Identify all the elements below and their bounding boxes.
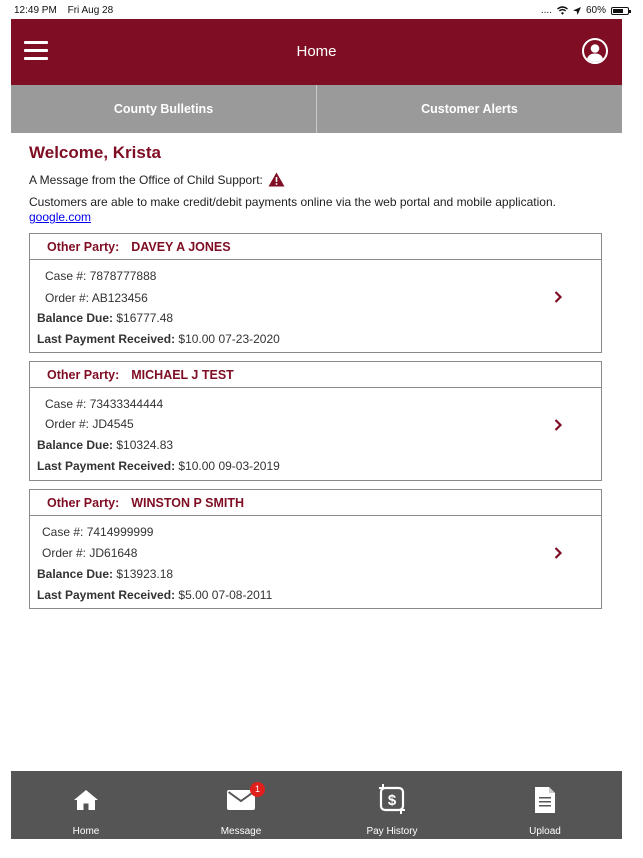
office-message-body (29, 195, 609, 225)
last-payment-row (37, 332, 280, 346)
case-label: Case #: (45, 269, 87, 283)
balance-label: Balance Due: (37, 311, 114, 325)
office-message (29, 172, 285, 187)
order-label: Order #: (42, 546, 87, 560)
profile-button[interactable] (582, 38, 608, 64)
last-payment-label: Last Payment Received: (37, 332, 176, 346)
wifi-icon (557, 6, 568, 15)
nav-item-home[interactable] (46, 771, 126, 839)
chevron-right-icon[interactable] (551, 418, 565, 432)
case-card[interactable] (29, 361, 602, 481)
message-link[interactable]: google.com (29, 210, 92, 224)
dollar-cycle-icon (375, 782, 409, 816)
order-number: JD4545 (92, 417, 134, 431)
user-avatar-icon (584, 40, 606, 62)
signal-dots: .... (540, 5, 552, 16)
app-header (11, 19, 622, 85)
case-number-row (42, 525, 153, 539)
case-number: 7414999999 (86, 525, 154, 539)
last-payment-row (37, 588, 272, 602)
other-party-label: Other Party: (47, 367, 120, 382)
case-card-header (30, 490, 601, 516)
last-payment-value: $10.00 07-23-2020 (178, 332, 280, 346)
case-number: 73433344444 (89, 397, 164, 411)
case-card-header (30, 234, 601, 260)
status-date: Fri Aug 28 (67, 5, 114, 16)
order-number-row (42, 546, 137, 560)
status-bar (0, 0, 643, 19)
welcome-heading: Welcome, Krista (29, 143, 161, 162)
other-party-label: Other Party: (47, 495, 120, 510)
balance-value: $10324.83 (116, 438, 174, 452)
other-party-name: MICHAEL J TEST (131, 367, 234, 382)
balance-label: Balance Due: (37, 567, 114, 581)
other-party-label: Other Party: (47, 239, 120, 254)
tab-county-bulletins[interactable]: County Bulletins (113, 102, 214, 116)
case-number-row (45, 397, 163, 411)
balance-value: $13923.18 (116, 567, 174, 581)
bottom-nav (11, 771, 622, 839)
case-number: 7878777888 (89, 269, 157, 283)
nav-item-upload[interactable] (505, 771, 585, 839)
case-card-header (30, 362, 601, 388)
case-number-row (45, 269, 156, 283)
case-card[interactable] (29, 233, 602, 353)
page-title: Home (296, 43, 337, 60)
balance-due-row (37, 438, 173, 452)
balance-label: Balance Due: (37, 438, 114, 452)
last-payment-row (37, 459, 280, 473)
message-badge: 1 (250, 782, 265, 797)
battery-percent: 60% (585, 5, 606, 16)
order-number-row (45, 291, 148, 305)
case-card[interactable] (29, 489, 602, 609)
home-icon (73, 789, 99, 811)
last-payment-label: Last Payment Received: (37, 588, 176, 602)
other-party-name: DAVEY A JONES (131, 239, 231, 254)
other-party-name: WINSTON P SMITH (131, 495, 244, 510)
balance-due-row (37, 567, 173, 581)
case-label: Case #: (45, 397, 87, 411)
warning-icon (268, 172, 285, 187)
balance-value: $16777.48 (116, 311, 174, 325)
tab-bar (11, 85, 622, 133)
location-arrow-icon (573, 7, 581, 15)
nav-label-upload: Upload (529, 826, 561, 837)
case-label: Case #: (42, 525, 84, 539)
last-payment-label: Last Payment Received: (37, 459, 176, 473)
last-payment-value: $5.00 07-08-2011 (178, 588, 273, 602)
svg-text:$: $ (387, 792, 397, 809)
tab-customer-alerts[interactable]: Customer Alerts (316, 85, 622, 133)
order-label: Order #: (45, 291, 90, 305)
order-number: JD61648 (89, 546, 138, 560)
nav-item-message[interactable] (201, 771, 281, 839)
office-message-label: A Message from the Office of Child Support: (29, 172, 263, 187)
order-number: AB123456 (91, 291, 148, 305)
message-text: Customers are able to make credit/debit payments online via the web portal and mobile application. (29, 195, 556, 209)
document-icon (535, 787, 555, 813)
nav-label-home: Home (72, 826, 100, 837)
nav-item-pay-history[interactable] (352, 771, 432, 839)
chevron-right-icon[interactable] (551, 290, 565, 304)
battery-icon (611, 7, 629, 15)
balance-due-row (37, 311, 173, 325)
nav-label-message: Message (220, 826, 262, 837)
nav-label-pay-history: Pay History (366, 826, 418, 837)
order-number-row (45, 417, 134, 431)
chevron-right-icon[interactable] (551, 546, 565, 560)
last-payment-value: $10.00 09-03-2019 (178, 459, 280, 473)
order-label: Order #: (45, 417, 90, 431)
status-time: 12:49 PM (14, 5, 57, 16)
